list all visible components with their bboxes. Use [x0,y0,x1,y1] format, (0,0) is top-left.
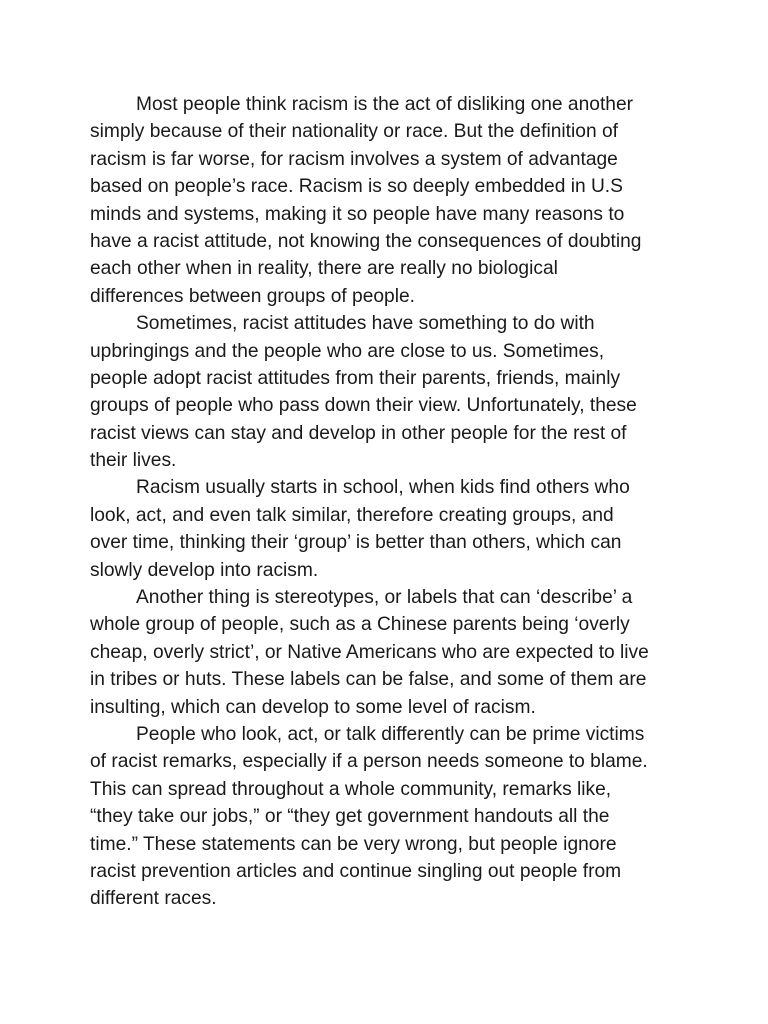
text-line: Most people think racism is the act of disliking one another [136,94,634,115]
document-body [90,91,690,913]
text-line: their lives. [90,450,177,472]
paragraph-5 [90,721,690,913]
text-line: of racist remarks, especially if a person needs someone to blame. [90,751,648,773]
text-line: groups of people who pass down their view. Unfortunately, these [90,395,637,417]
text-line: each other when in reality, there are really no biological [90,258,558,280]
text-line: people adopt racist attitudes from their parents, friends, mainly [90,367,621,389]
text-line: based on people’s race. Racism is so deeply embedded in U.S [90,176,623,198]
text-line: Another thing is stereotypes, or labels that can ‘describe’ a [136,587,633,609]
text-line: whole group of people, such as a Chinese parents being ‘overly [90,614,630,636]
text-line: Sometimes, racist attitudes have something to do with [136,313,595,335]
text-line: look, act, and even talk similar, therefore creating groups, and [90,504,614,526]
text-line: Racism usually starts in school, when kids find others who [136,477,630,499]
paragraph-2 [90,310,690,474]
text-line: racism is far worse, for racism involves a system of advantage [90,148,618,170]
text-line: People who look, act, or talk differently can be prime victims [136,723,645,745]
text-line: differences between groups of people. [90,285,415,307]
paragraph-3 [90,474,690,584]
text-line: time.” These statements can be very wrong, but people ignore [90,833,617,855]
text-line: This can spread throughout a whole community, remarks like, [90,778,612,800]
paragraph-1 [90,91,690,310]
text-line: “they take our jobs,” or “they get government handouts all the [90,806,610,828]
text-line: insulting, which can develop to some level of racism. [90,696,536,718]
text-line: in tribes or huts. These labels can be false, and some of them are [90,669,647,691]
text-line: different races. [90,888,217,910]
paragraph-4 [90,584,690,721]
text-line: cheap, overly strict’, or Native Americans who are expected to live [90,641,649,663]
text-line: upbringings and the people who are close to us. Sometimes, [90,340,605,362]
text-line: racist prevention articles and continue singling out people from [90,860,622,882]
text-line: have a racist attitude, not knowing the consequences of doubting [90,230,642,252]
text-line: racist views can stay and develop in other people for the rest of [90,422,627,444]
text-line: slowly develop into racism. [90,559,319,581]
text-line: simply because of their nationality or race. But the definition of [90,121,618,143]
text-line: minds and systems, making it so people have many reasons to [90,203,625,225]
text-line: over time, thinking their ‘group’ is better than others, which can [90,532,622,554]
